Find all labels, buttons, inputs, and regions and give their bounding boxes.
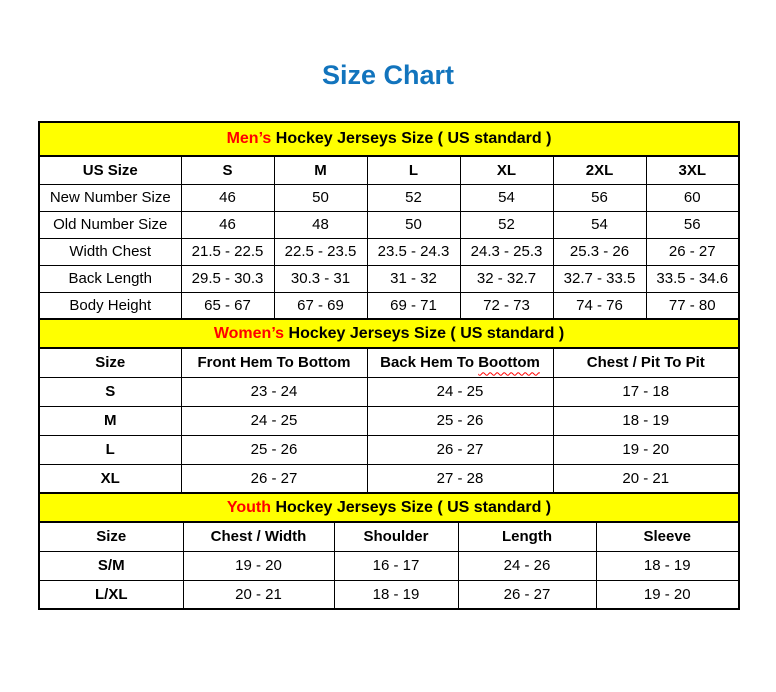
size-value: 50 bbox=[367, 211, 460, 238]
row-label: Back Length bbox=[39, 265, 181, 292]
size-value: 54 bbox=[553, 211, 646, 238]
youth-section-header bbox=[39, 493, 739, 522]
size-value: 25.3 - 26 bbox=[553, 238, 646, 265]
row-label: XL bbox=[39, 464, 181, 493]
row-label: Old Number Size bbox=[39, 211, 181, 238]
mens-section-accent-word: Men’s bbox=[226, 130, 272, 147]
column-header-back-hem bbox=[367, 348, 553, 377]
size-value: 19 - 20 bbox=[183, 551, 334, 580]
size-value: 32.7 - 33.5 bbox=[553, 265, 646, 292]
womens-section-rest: Hockey Jerseys Size ( US standard ) bbox=[284, 324, 565, 342]
size-value: 46 bbox=[181, 211, 274, 238]
size-chart-tables bbox=[38, 121, 738, 610]
womens-section-accent-word: Women’s bbox=[213, 324, 285, 342]
size-value: 23.5 - 24.3 bbox=[367, 238, 460, 265]
page-title: Size Chart bbox=[321, 60, 455, 90]
row-label: Body Height bbox=[39, 292, 181, 319]
size-value: 60 bbox=[646, 184, 739, 211]
size-value: 18 - 19 bbox=[596, 551, 739, 580]
size-value: 69 - 71 bbox=[367, 292, 460, 319]
table-row bbox=[39, 377, 739, 406]
row-label: L/XL bbox=[39, 580, 183, 609]
column-header: M bbox=[274, 156, 367, 184]
size-value: 29.5 - 30.3 bbox=[181, 265, 274, 292]
column-header: 2XL bbox=[553, 156, 646, 184]
table-row bbox=[39, 406, 739, 435]
size-value: 30.3 - 31 bbox=[274, 265, 367, 292]
column-header: S bbox=[181, 156, 274, 184]
table-row bbox=[39, 580, 739, 609]
table-row bbox=[39, 292, 739, 319]
table-row bbox=[39, 464, 739, 493]
size-value: 48 bbox=[274, 211, 367, 238]
size-value: 26 - 27 bbox=[181, 464, 367, 493]
column-header: 3XL bbox=[646, 156, 739, 184]
size-value: 67 - 69 bbox=[274, 292, 367, 319]
column-header: Size bbox=[39, 522, 183, 551]
row-label: S/M bbox=[39, 551, 183, 580]
size-value: 24 - 25 bbox=[367, 377, 553, 406]
column-header: Chest / Pit To Pit bbox=[553, 348, 739, 377]
size-value: 52 bbox=[367, 184, 460, 211]
size-value: 18 - 19 bbox=[334, 580, 458, 609]
womens-size-table bbox=[38, 318, 740, 494]
youth-size-table bbox=[38, 492, 740, 610]
table-row bbox=[39, 435, 739, 464]
size-value: 56 bbox=[646, 211, 739, 238]
size-value: 65 - 67 bbox=[181, 292, 274, 319]
size-value: 50 bbox=[274, 184, 367, 211]
size-value: 22.5 - 23.5 bbox=[274, 238, 367, 265]
column-header: Chest / Width bbox=[183, 522, 334, 551]
womens-section-header bbox=[39, 319, 739, 348]
youth-header-row bbox=[39, 522, 739, 551]
mens-section-band bbox=[39, 122, 739, 156]
back-hem-prefix: Back Hem To bbox=[380, 354, 479, 372]
size-value: 25 - 26 bbox=[181, 435, 367, 464]
size-value: 56 bbox=[553, 184, 646, 211]
size-value: 77 - 80 bbox=[646, 292, 739, 319]
mens-size-table bbox=[38, 121, 740, 320]
table-row bbox=[39, 551, 739, 580]
size-value: 72 - 73 bbox=[460, 292, 553, 319]
column-header: Size bbox=[39, 348, 181, 377]
mens-section-rest: Hockey Jerseys Size ( US standard ) bbox=[271, 130, 552, 147]
size-value: 20 - 21 bbox=[553, 464, 739, 493]
column-header: Shoulder bbox=[334, 522, 458, 551]
table-row bbox=[39, 211, 739, 238]
table-row bbox=[39, 238, 739, 265]
column-header: US Size bbox=[39, 156, 181, 184]
size-value: 32 - 32.7 bbox=[460, 265, 553, 292]
column-header: L bbox=[367, 156, 460, 184]
column-header: Length bbox=[458, 522, 596, 551]
youth-section-rest: Hockey Jerseys Size ( US standard ) bbox=[271, 498, 552, 516]
size-value: 18 - 19 bbox=[553, 406, 739, 435]
size-value: 52 bbox=[460, 211, 553, 238]
youth-section-band bbox=[39, 493, 739, 522]
size-value: 17 - 18 bbox=[553, 377, 739, 406]
size-value: 33.5 - 34.6 bbox=[646, 265, 739, 292]
size-value: 26 - 27 bbox=[458, 580, 596, 609]
size-value: 26 - 27 bbox=[367, 435, 553, 464]
size-value: 25 - 26 bbox=[367, 406, 553, 435]
womens-section-band bbox=[39, 319, 739, 348]
size-value: 16 - 17 bbox=[334, 551, 458, 580]
womens-header-row bbox=[39, 348, 739, 377]
size-value: 54 bbox=[460, 184, 553, 211]
size-value: 74 - 76 bbox=[553, 292, 646, 319]
row-label: M bbox=[39, 406, 181, 435]
row-label: Width Chest bbox=[39, 238, 181, 265]
size-value: 19 - 20 bbox=[553, 435, 739, 464]
size-value: 24.3 - 25.3 bbox=[460, 238, 553, 265]
size-value: 23 - 24 bbox=[181, 377, 367, 406]
back-hem-misspelled-word: Boottom bbox=[478, 354, 540, 372]
size-value: 31 - 32 bbox=[367, 265, 460, 292]
size-value: 27 - 28 bbox=[367, 464, 553, 493]
size-value: 24 - 25 bbox=[181, 406, 367, 435]
column-header: Sleeve bbox=[596, 522, 739, 551]
size-value: 24 - 26 bbox=[458, 551, 596, 580]
mens-header-row bbox=[39, 156, 739, 184]
column-header: XL bbox=[460, 156, 553, 184]
mens-section-header bbox=[39, 122, 739, 156]
table-row bbox=[39, 265, 739, 292]
column-header: Front Hem To Bottom bbox=[181, 348, 367, 377]
youth-section-accent-word: Youth bbox=[226, 498, 271, 516]
size-value: 21.5 - 22.5 bbox=[181, 238, 274, 265]
size-value: 19 - 20 bbox=[596, 580, 739, 609]
row-label: New Number Size bbox=[39, 184, 181, 211]
table-row bbox=[39, 184, 739, 211]
row-label: L bbox=[39, 435, 181, 464]
row-label: S bbox=[39, 377, 181, 406]
size-value: 20 - 21 bbox=[183, 580, 334, 609]
size-value: 26 - 27 bbox=[646, 238, 739, 265]
size-value: 46 bbox=[181, 184, 274, 211]
